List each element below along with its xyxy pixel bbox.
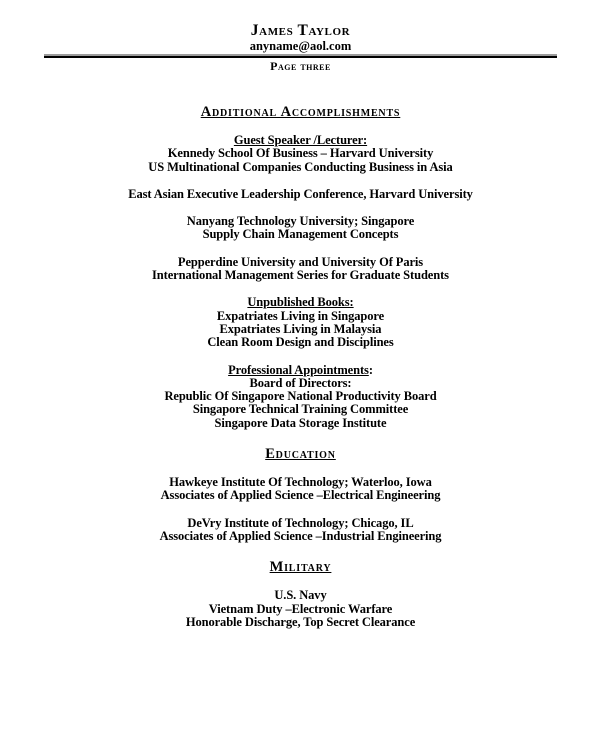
entry-line: East Asian Executive Leadership Conference, Harvard University <box>128 186 473 201</box>
entry-line: Hawkeye Institute Of Technology; Waterloo, Iowa <box>169 475 432 490</box>
entry-line: Associates of Applied Science –Electrical Engineering <box>160 488 441 503</box>
entry-group-unpublished-books <box>44 296 557 349</box>
entry-line: Singapore Technical Training Committee <box>192 402 409 417</box>
entry-line: US Multinational Companies Conducting Business in Asia <box>148 159 453 174</box>
header-divider <box>44 54 557 58</box>
entry-line: DeVry Institute of Technology; Chicago, IL <box>187 515 414 530</box>
section-title-additional-accomplishments: Additional Accomplishments <box>200 104 401 120</box>
entry-line: Nanyang Technology University; Singapore <box>186 214 415 229</box>
entry-line: Pepperdine University and University Of Paris <box>177 254 424 269</box>
group-heading: Guest Speaker /Lecturer: <box>233 133 368 147</box>
entry-line: Expatriates Living in Singapore <box>216 308 385 323</box>
entry-group-pepperdine <box>44 256 557 283</box>
section-title-education: Education <box>265 446 336 463</box>
entry-group-hawkeye <box>44 476 557 503</box>
entry-line: Vietnam Duty –Electronic Warfare <box>208 601 393 616</box>
contact-name: James Taylor <box>250 22 351 39</box>
entry-group-professional-appointments <box>44 364 557 430</box>
entry-line: International Management Series for Graduate Students <box>152 268 449 283</box>
entry-group-nanyang <box>44 215 557 242</box>
entry-group-us-navy <box>44 589 557 629</box>
entry-line: Expatriates Living in Malaysia <box>219 321 382 336</box>
group-heading: Professional Appointments: <box>228 362 373 377</box>
entry-line: U.S. Navy <box>274 588 327 603</box>
entry-line: Republic Of Singapore National Productivity Board <box>164 389 437 404</box>
entry-line: Supply Chain Management Concepts <box>202 227 399 242</box>
group-heading: Unpublished Books: <box>247 295 354 310</box>
entry-group-guest-speaker <box>44 134 557 174</box>
entry-group-east-asian-conference <box>44 188 557 201</box>
entry-group-devry <box>44 517 557 544</box>
section-title-military: Military <box>269 559 332 576</box>
resume-header <box>44 22 557 73</box>
page-number-label: Page three <box>270 59 331 73</box>
entry-line: Kennedy School Of Business – Harvard University <box>167 146 434 161</box>
entry-line: Board of Directors: <box>249 375 352 390</box>
entry-line: Singapore Data Storage Institute <box>214 415 387 430</box>
entry-line: Associates of Applied Science –Industrial Engineering <box>159 528 442 543</box>
entry-line: Honorable Discharge, Top Secret Clearance <box>185 614 416 629</box>
entry-line: Clean Room Design and Disciplines <box>207 335 394 350</box>
resume-body <box>44 104 557 629</box>
contact-email: anyname@aol.com <box>249 39 352 53</box>
